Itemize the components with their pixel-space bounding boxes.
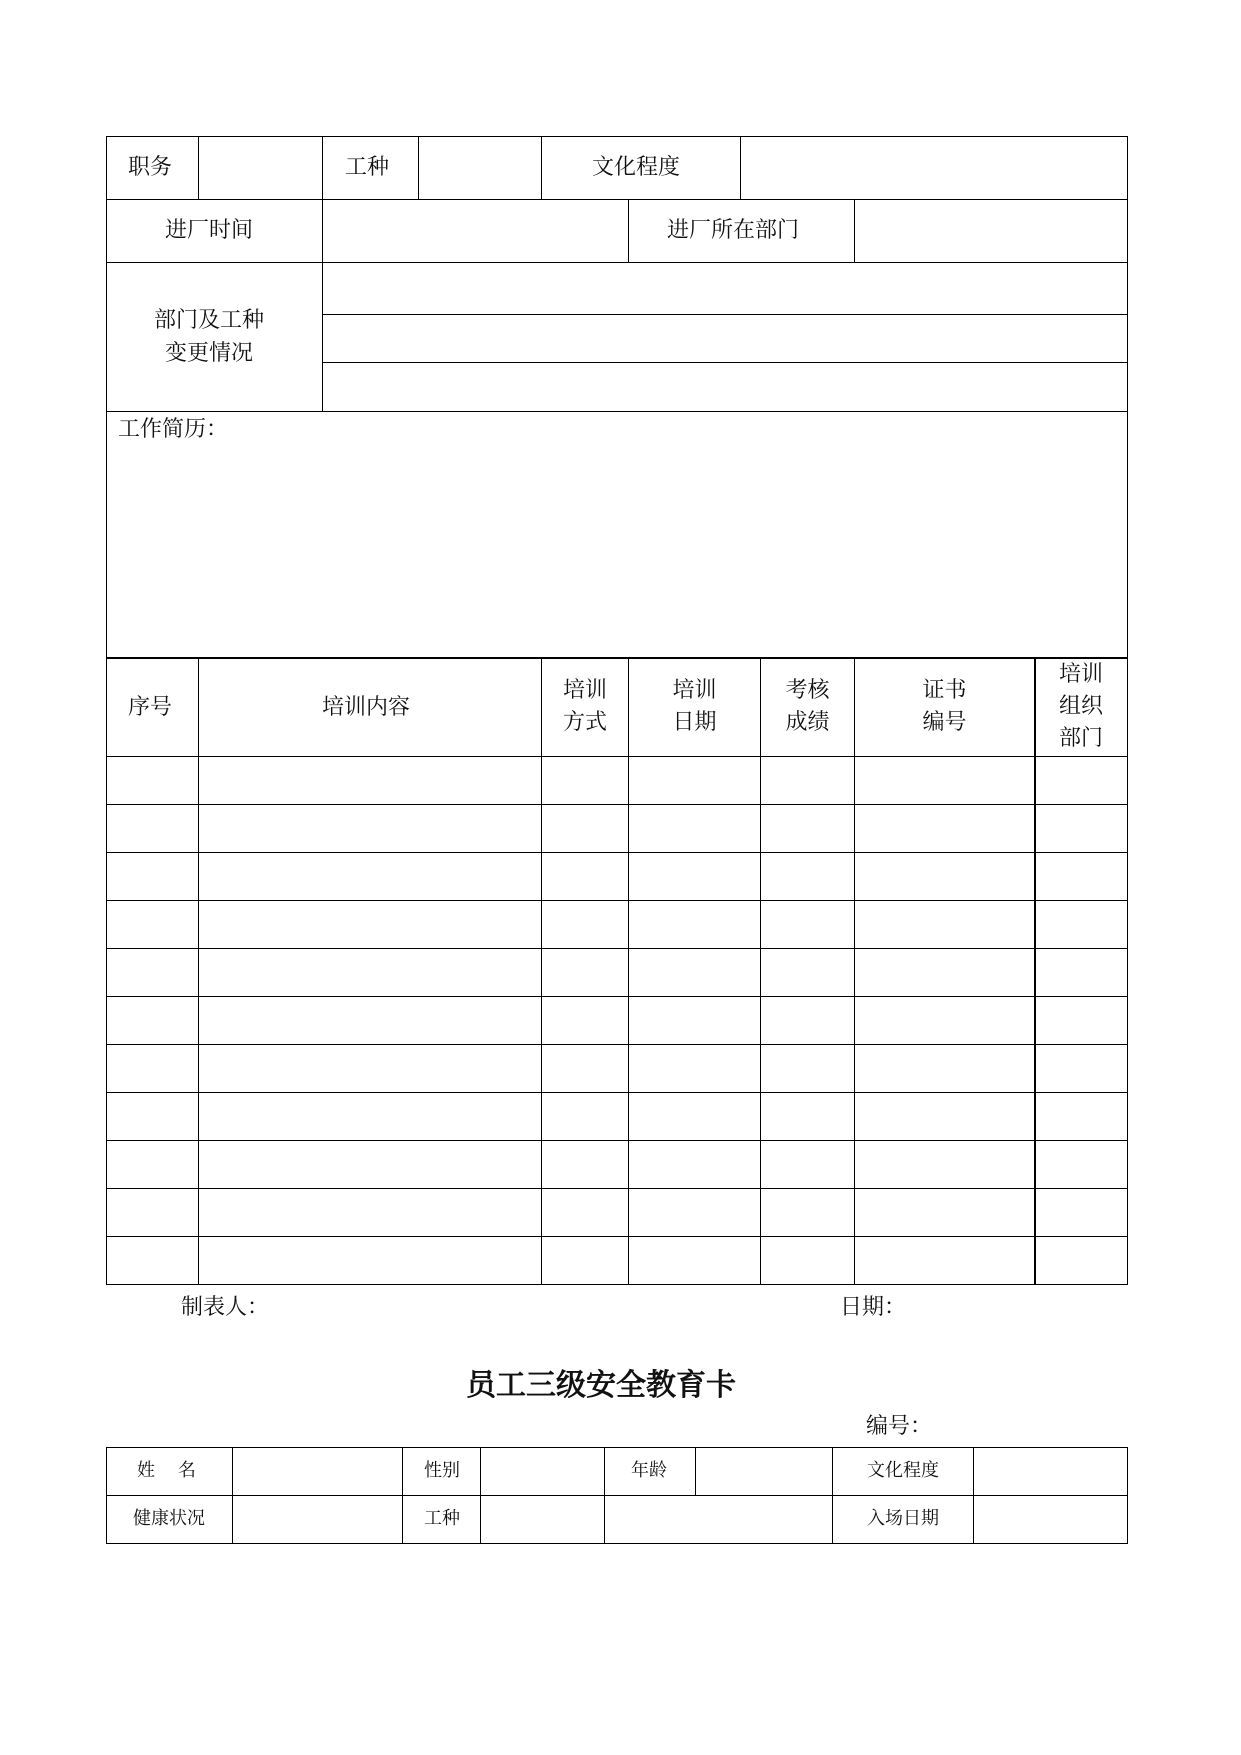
training-cell[interactable] bbox=[1036, 950, 1126, 995]
header-method: 培训 方式 bbox=[562, 678, 607, 735]
row-divider bbox=[322, 314, 1128, 315]
training-cell[interactable] bbox=[543, 1190, 627, 1235]
col-divider bbox=[322, 136, 323, 199]
training-cell[interactable] bbox=[543, 1142, 627, 1187]
row-divider bbox=[106, 900, 1128, 901]
date-label: 日期： bbox=[840, 1295, 907, 1320]
entry-date-field[interactable] bbox=[975, 1497, 1126, 1542]
row-divider bbox=[106, 1140, 1128, 1141]
resume-field[interactable] bbox=[108, 446, 1126, 656]
training-cell[interactable] bbox=[630, 902, 759, 947]
row-divider bbox=[106, 1044, 1128, 1045]
entry-time-label: 进厂时间 bbox=[165, 218, 254, 243]
entry-dept-label: 进厂所在部门 bbox=[667, 218, 800, 243]
training-cell[interactable] bbox=[630, 1142, 759, 1187]
table-border-left bbox=[106, 136, 107, 1284]
training-cell[interactable] bbox=[108, 998, 197, 1043]
training-cell[interactable] bbox=[200, 1046, 540, 1091]
training-cell[interactable] bbox=[630, 854, 759, 899]
change-row[interactable] bbox=[324, 316, 1126, 361]
col-divider bbox=[322, 262, 323, 411]
age-label: 年龄 bbox=[631, 1460, 667, 1481]
training-cell[interactable] bbox=[543, 806, 627, 851]
training-cell[interactable] bbox=[543, 902, 627, 947]
training-cell[interactable] bbox=[108, 950, 197, 995]
education-label: 文化程度 bbox=[867, 1460, 939, 1481]
col-divider bbox=[541, 657, 542, 1284]
entry-date-label: 入场日期 bbox=[867, 1508, 939, 1529]
training-cell[interactable] bbox=[856, 1094, 1033, 1139]
training-cell[interactable] bbox=[630, 1190, 759, 1235]
training-cell[interactable] bbox=[630, 998, 759, 1043]
trade-field[interactable] bbox=[482, 1497, 831, 1542]
table-border-top bbox=[106, 1447, 1128, 1448]
header-content: 培训内容 bbox=[322, 695, 411, 720]
row-divider bbox=[106, 262, 1128, 263]
training-cell[interactable] bbox=[762, 902, 853, 947]
training-cell[interactable] bbox=[543, 1046, 627, 1091]
table-border-bottom bbox=[106, 1284, 1128, 1285]
training-cell[interactable] bbox=[200, 806, 540, 851]
training-cell[interactable] bbox=[108, 902, 197, 947]
header-score: 考核 成绩 bbox=[785, 678, 830, 735]
training-cell[interactable] bbox=[1036, 1142, 1126, 1187]
training-cell[interactable] bbox=[543, 1238, 627, 1283]
col-divider bbox=[418, 136, 419, 199]
header-date: 培训 日期 bbox=[672, 678, 717, 735]
training-cell[interactable] bbox=[200, 854, 540, 899]
header-org: 培训 组织 部门 bbox=[1058, 662, 1103, 751]
col-divider bbox=[695, 1447, 696, 1495]
training-cell[interactable] bbox=[200, 1190, 540, 1235]
col-divider bbox=[740, 136, 741, 199]
training-cell[interactable] bbox=[1036, 902, 1126, 947]
change-row[interactable] bbox=[324, 264, 1126, 313]
col-divider bbox=[628, 199, 629, 262]
row-divider bbox=[106, 411, 1128, 412]
training-cell[interactable] bbox=[108, 758, 197, 803]
training-cell[interactable] bbox=[108, 1142, 197, 1187]
table-border-top bbox=[106, 136, 1128, 137]
training-cell[interactable] bbox=[200, 758, 540, 803]
col-divider bbox=[832, 1447, 833, 1543]
training-cell[interactable] bbox=[108, 1190, 197, 1235]
training-cell[interactable] bbox=[762, 1094, 853, 1139]
row-divider bbox=[106, 852, 1128, 853]
training-cell[interactable] bbox=[1036, 758, 1126, 803]
name-field[interactable] bbox=[234, 1449, 401, 1494]
education-field[interactable] bbox=[742, 138, 1126, 198]
training-cell[interactable] bbox=[856, 1046, 1033, 1091]
col-divider bbox=[322, 199, 323, 262]
training-cell[interactable] bbox=[1036, 998, 1126, 1043]
row-divider bbox=[106, 1495, 1128, 1496]
training-cell[interactable] bbox=[108, 806, 197, 851]
row-divider bbox=[106, 804, 1128, 805]
col-divider bbox=[480, 1447, 481, 1543]
col-divider bbox=[854, 199, 855, 262]
position-label: 职务 bbox=[128, 155, 173, 180]
training-cell[interactable] bbox=[543, 1094, 627, 1139]
row-divider bbox=[106, 1092, 1128, 1093]
trade-label: 工种 bbox=[345, 155, 390, 180]
training-cell[interactable] bbox=[1036, 1190, 1126, 1235]
row-divider bbox=[106, 996, 1128, 997]
training-cell[interactable] bbox=[630, 1238, 759, 1283]
position-field[interactable] bbox=[200, 138, 321, 198]
training-cell[interactable] bbox=[762, 1142, 853, 1187]
age-field[interactable] bbox=[697, 1449, 831, 1494]
training-cell[interactable] bbox=[200, 902, 540, 947]
row-divider bbox=[106, 948, 1128, 949]
preparer-label: 制表人： bbox=[181, 1295, 270, 1320]
name-label: 姓 名 bbox=[137, 1460, 196, 1481]
table-border-right bbox=[1127, 136, 1128, 1284]
training-cell[interactable] bbox=[856, 1142, 1033, 1187]
col-divider bbox=[854, 657, 855, 1284]
col-divider bbox=[760, 657, 761, 1284]
health-label: 健康状况 bbox=[133, 1508, 205, 1529]
training-cell[interactable] bbox=[543, 758, 627, 803]
training-cell[interactable] bbox=[1036, 1046, 1126, 1091]
training-cell[interactable] bbox=[630, 758, 759, 803]
entry-time-field[interactable] bbox=[324, 201, 627, 261]
change-label-line1: 部门及工种 bbox=[154, 308, 265, 333]
training-cell[interactable] bbox=[1036, 806, 1126, 851]
training-cell[interactable] bbox=[108, 1238, 197, 1283]
col-divider bbox=[198, 136, 199, 199]
training-cell[interactable] bbox=[856, 902, 1033, 947]
health-field[interactable] bbox=[234, 1497, 401, 1542]
row-divider bbox=[106, 657, 1128, 659]
training-cell[interactable] bbox=[762, 1238, 853, 1283]
resume-label: 工作简历： bbox=[118, 417, 229, 442]
gender-field[interactable] bbox=[482, 1449, 603, 1494]
row-divider bbox=[322, 362, 1128, 363]
training-cell[interactable] bbox=[856, 998, 1033, 1043]
training-cell[interactable] bbox=[856, 758, 1033, 803]
row-divider bbox=[106, 199, 1128, 200]
training-cell[interactable] bbox=[108, 1046, 197, 1091]
change-row[interactable] bbox=[324, 364, 1126, 410]
col-divider bbox=[402, 1447, 403, 1543]
training-cell[interactable] bbox=[762, 1046, 853, 1091]
training-cell[interactable] bbox=[856, 854, 1033, 899]
change-label-line2: 变更情况 bbox=[165, 341, 254, 366]
col-divider bbox=[198, 657, 199, 1284]
training-cell[interactable] bbox=[856, 950, 1033, 995]
training-cell[interactable] bbox=[108, 854, 197, 899]
training-cell[interactable] bbox=[543, 998, 627, 1043]
training-cell[interactable] bbox=[762, 806, 853, 851]
row-divider bbox=[106, 1188, 1128, 1189]
training-cell[interactable] bbox=[630, 950, 759, 995]
training-cell[interactable] bbox=[543, 950, 627, 995]
table-border-bottom bbox=[106, 1543, 1128, 1544]
row-divider bbox=[106, 1236, 1128, 1237]
training-cell[interactable] bbox=[856, 806, 1033, 851]
card-number-label: 编号： bbox=[866, 1414, 933, 1439]
training-cell[interactable] bbox=[762, 950, 853, 995]
training-cell[interactable] bbox=[1036, 1094, 1126, 1139]
row-divider bbox=[106, 756, 1128, 757]
card-title: 员工三级安全教育卡 bbox=[466, 1368, 736, 1403]
training-cell[interactable] bbox=[856, 1238, 1033, 1283]
training-cell[interactable] bbox=[200, 1094, 540, 1139]
training-cell[interactable] bbox=[630, 1046, 759, 1091]
col-divider bbox=[973, 1447, 974, 1543]
col-divider bbox=[232, 1447, 233, 1543]
trade-field[interactable] bbox=[420, 138, 540, 198]
training-cell[interactable] bbox=[1036, 854, 1126, 899]
training-cell[interactable] bbox=[630, 1094, 759, 1139]
training-cell[interactable] bbox=[1036, 1238, 1126, 1283]
col-divider bbox=[541, 136, 542, 199]
training-cell[interactable] bbox=[200, 1142, 540, 1187]
training-cell[interactable] bbox=[200, 1238, 540, 1283]
training-cell[interactable] bbox=[856, 1190, 1033, 1235]
header-cert: 证书 编号 bbox=[922, 678, 967, 735]
gender-label: 性别 bbox=[424, 1460, 460, 1481]
education-label: 文化程度 bbox=[592, 155, 681, 180]
training-cell[interactable] bbox=[200, 950, 540, 995]
education-field[interactable] bbox=[975, 1449, 1126, 1494]
training-cell[interactable] bbox=[762, 758, 853, 803]
entry-dept-field[interactable] bbox=[856, 201, 1126, 261]
training-cell[interactable] bbox=[762, 998, 853, 1043]
training-cell[interactable] bbox=[762, 1190, 853, 1235]
table-border-right bbox=[1127, 1447, 1128, 1543]
training-cell[interactable] bbox=[762, 854, 853, 899]
trade-label: 工种 bbox=[424, 1508, 460, 1529]
col-divider bbox=[628, 657, 629, 1284]
header-seq: 序号 bbox=[128, 695, 173, 720]
training-cell[interactable] bbox=[108, 1094, 197, 1139]
training-cell[interactable] bbox=[200, 998, 540, 1043]
table-border-left bbox=[106, 1447, 107, 1543]
training-cell[interactable] bbox=[543, 854, 627, 899]
training-cell[interactable] bbox=[630, 806, 759, 851]
